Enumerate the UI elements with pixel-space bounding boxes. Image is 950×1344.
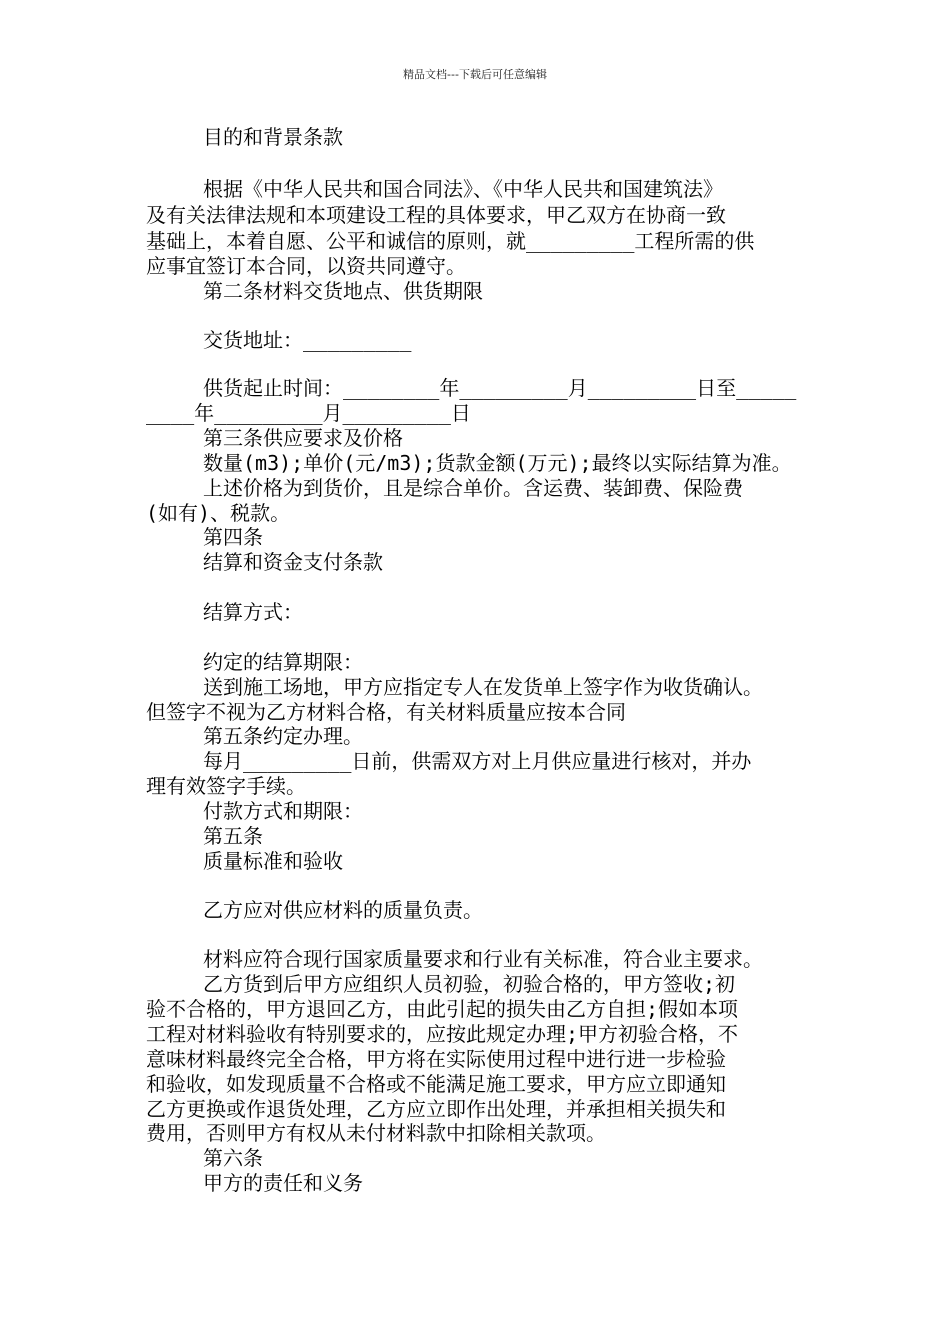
paragraph-line: 应事宜签订本合同，以资共同遵守。: [146, 254, 466, 278]
paragraph-line: 送到施工场地，甲方应指定专人在发货单上签字作为收货确认。: [203, 675, 763, 699]
paragraph-line: 及有关法律法规和本项建设工程的具体要求，甲乙双方在协商一致: [146, 203, 726, 227]
paragraph-line: 基础上，本着自愿、公平和诚信的原则，就_________工程所需的供: [146, 229, 755, 253]
paragraph-line: 乙方应对供应材料的质量负责。: [203, 898, 483, 922]
section-title: 第五条: [203, 824, 263, 848]
paragraph-line: 和验收，如发现质量不合格或不能满足施工要求，甲方应立即通知: [146, 1072, 726, 1096]
paragraph-line: 意味材料最终完全合格，甲方将在实际使用过程中进行进一步检验: [146, 1047, 726, 1071]
paragraph-line: 验不合格的，甲方退回乙方，由此引起的损失由乙方自担;假如本项: [146, 997, 739, 1021]
section-title: 质量标准和验收: [203, 849, 343, 873]
paragraph-line: 上述价格为到货价，且是综合单价。含运费、装卸费、保险费: [203, 476, 743, 500]
section-title: 第三条供应要求及价格: [203, 426, 403, 450]
paragraph-line: (如有)、税款。: [146, 501, 291, 525]
paragraph-line: 结算方式：: [203, 600, 303, 624]
paragraph-line: 工程对材料验收有特别要求的，应按此规定办理;甲方初验合格，不: [146, 1022, 739, 1046]
paragraph-line: 交货地址：_________: [203, 328, 412, 352]
paragraph-line: 每月_________日前，供需双方对上月供应量进行核对，并办: [203, 749, 752, 773]
paragraph-line: 材料应符合现行国家质量要求和行业有关标准，符合业主要求。: [203, 947, 763, 971]
section-title: 甲方的责任和义务: [203, 1171, 363, 1195]
section-title: 目的和背景条款: [203, 125, 343, 149]
section-title: 第四条: [203, 525, 263, 549]
page-header: 精品文档---下载后可任意编辑: [403, 68, 547, 81]
paragraph-line: 乙方货到后甲方应组织人员初验，初验合格的，甲方签收;初: [203, 972, 736, 996]
section-title: 第六条: [203, 1146, 263, 1170]
paragraph-line: 乙方更换或作退货处理，乙方应立即作出处理，并承担相关损失和: [146, 1097, 726, 1121]
section-title: 第二条材料交货地点、供货期限: [203, 279, 483, 303]
paragraph-line: 根据《中华人民共和国合同法》、《中华人民共和国建筑法》: [203, 177, 723, 201]
paragraph-line: 数量(m3);单价(元/m3);货款金额(万元);最终以实际结算为准。: [203, 451, 792, 475]
section-title: 结算和资金支付条款: [203, 550, 383, 574]
paragraph-line: 费用，否则甲方有权从未付材料款中扣除相关款项。: [146, 1121, 606, 1145]
paragraph-line: 但签字不视为乙方材料合格，有关材料质量应按本合同: [146, 700, 626, 724]
paragraph-line: 供货起止时间：________年_________月_________日至_____: [203, 376, 797, 400]
paragraph-line: 约定的结算期限：: [203, 650, 363, 674]
paragraph-line: ____年_________月_________日: [146, 401, 471, 425]
paragraph-line: 付款方式和期限：: [203, 799, 363, 823]
paragraph-line: 理有效签字手续。: [146, 774, 306, 798]
paragraph-line: 第五条约定办理。: [203, 724, 363, 748]
